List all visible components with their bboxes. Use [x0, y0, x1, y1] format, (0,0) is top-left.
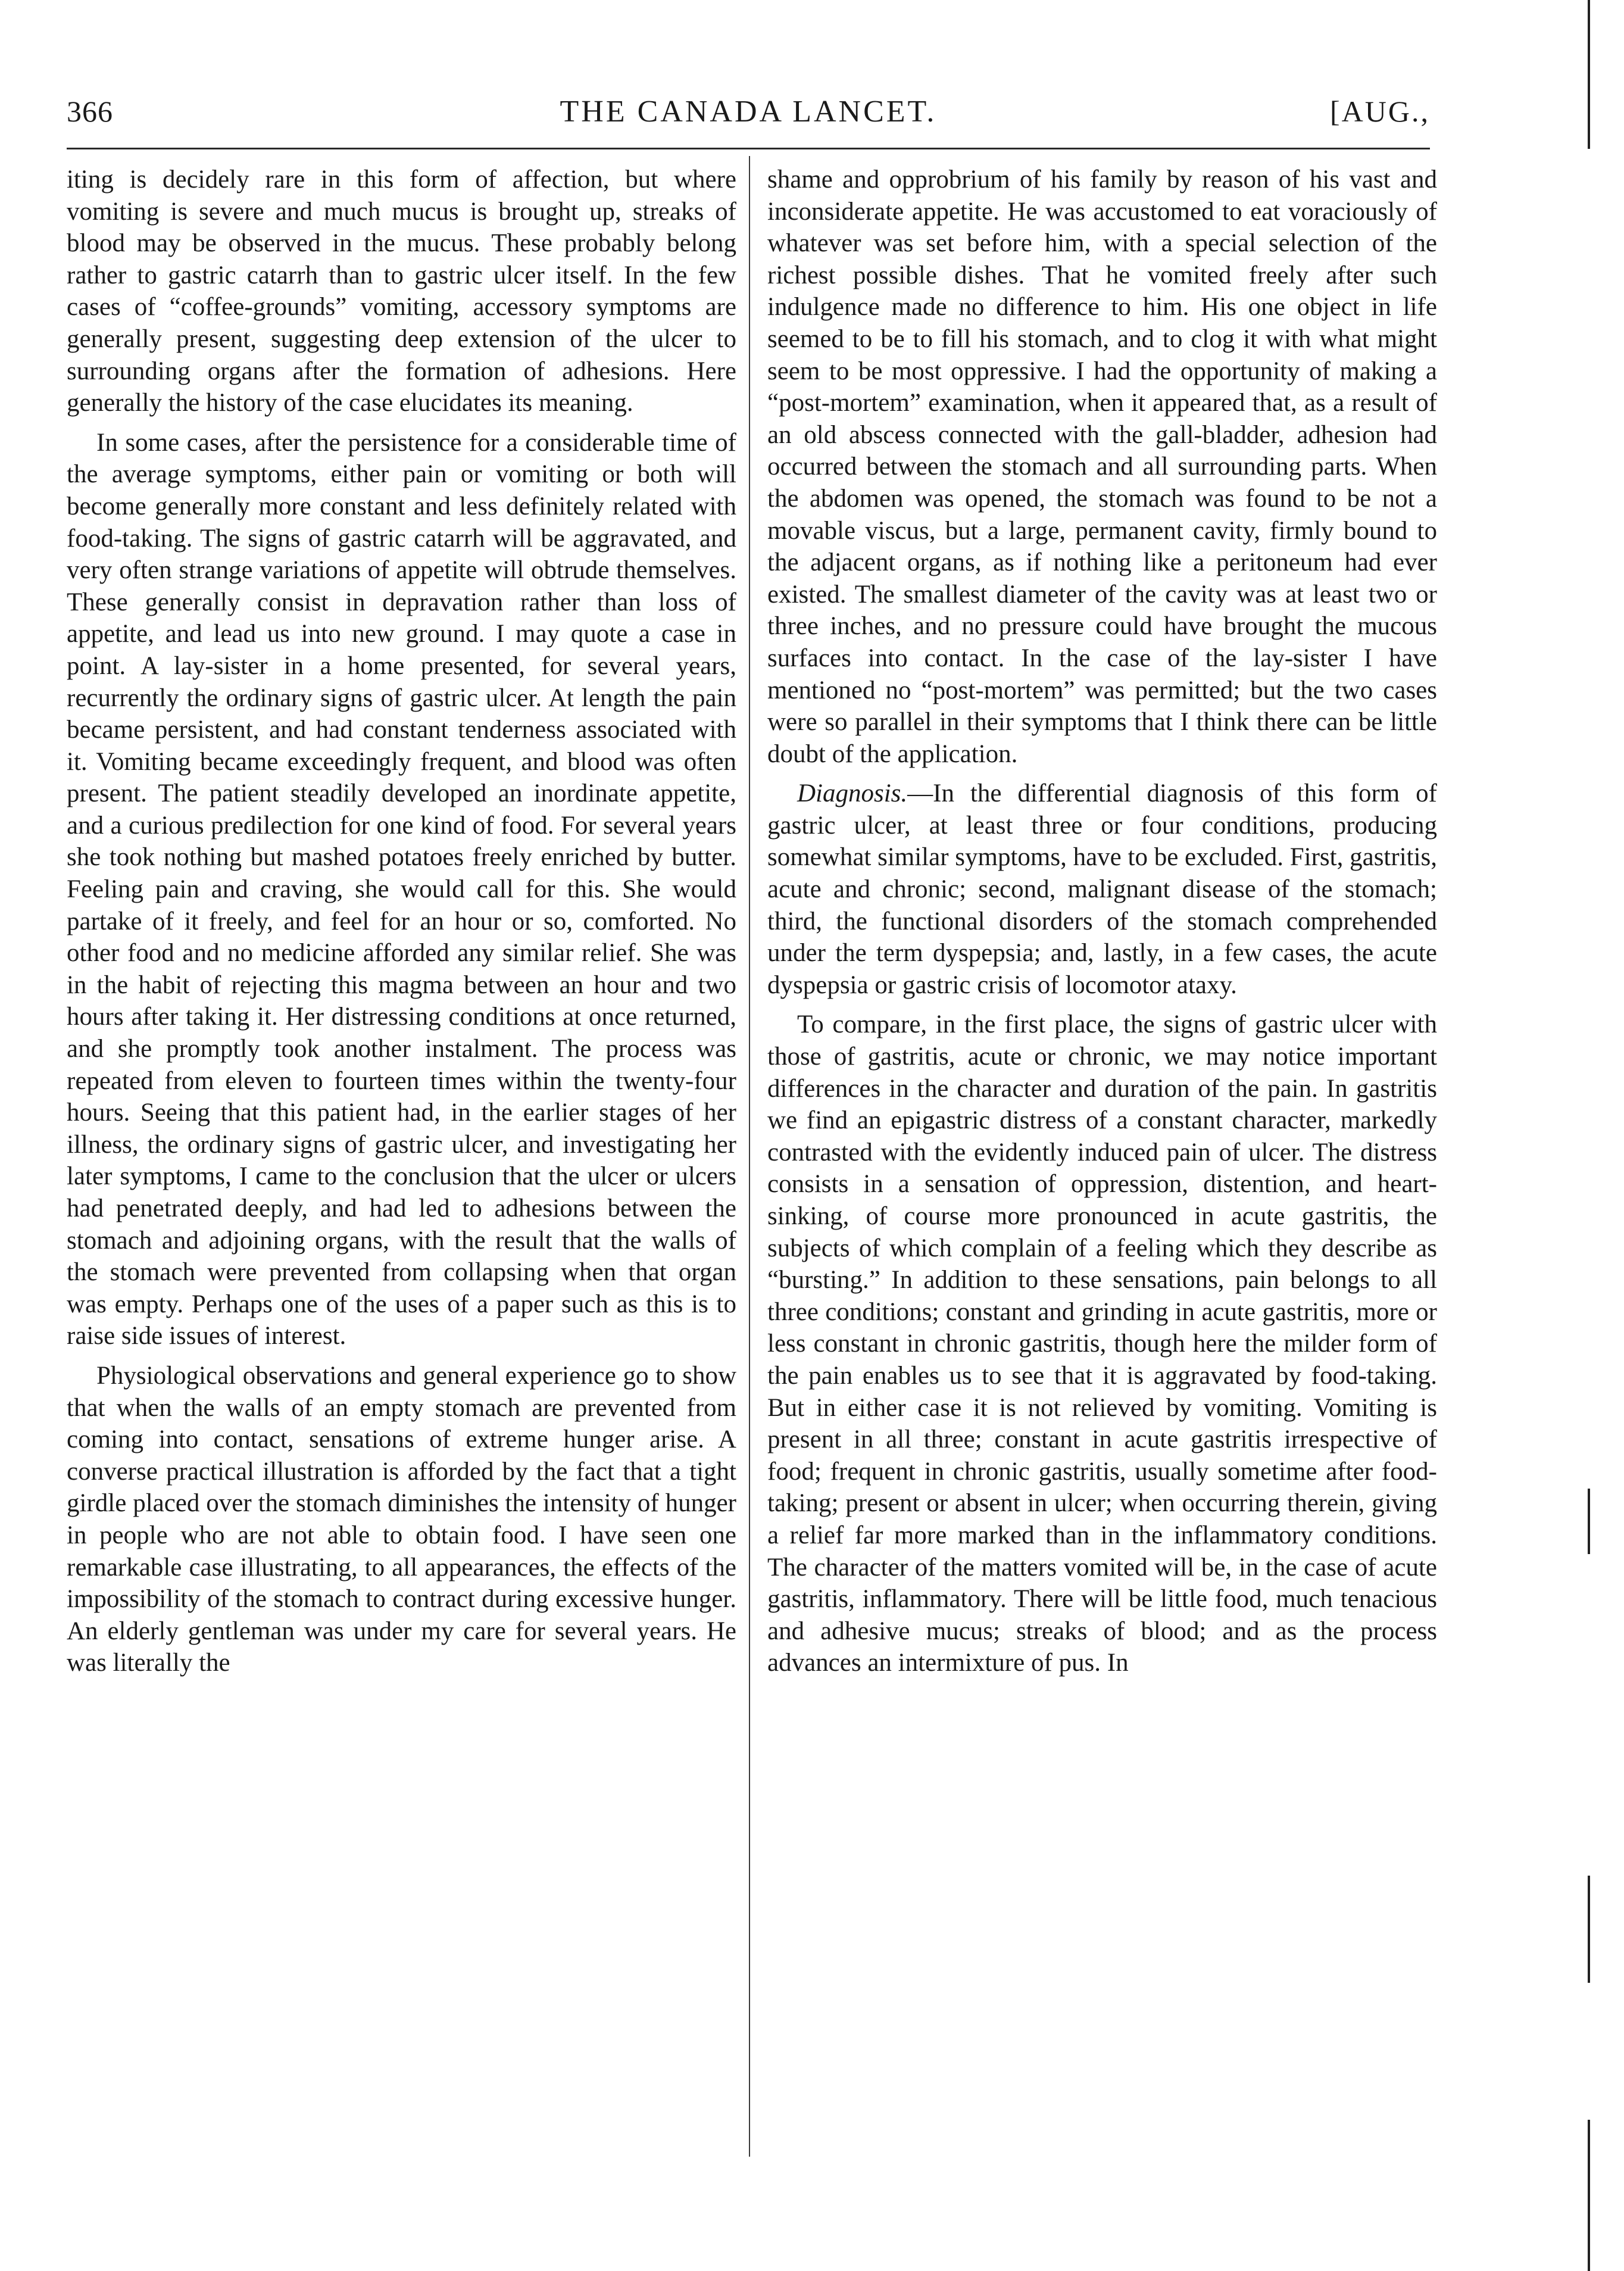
- left-paragraph-3: Physiological observations and general experience go to show that when the walls of an empty stomach are prevented from coming into contact, sensations of extreme hunger arise. A converse practical illustration is afforded by the fact that a tight girdle placed over the stomach diminishes the intensity of hunger in people who are not able to obtain food. I have seen one remarkable case illustrating, to all appearances, the effects of the impossibility of the stomach to contract during excessive hunger. An elderly gentleman was under my care for several years. He was literally the: [67, 1361, 736, 1677]
- scan-edge-line: [1588, 0, 1590, 149]
- left-paragraph-1: iting is decidely rare in this form of affection, but where vomiting is severe and much mucus is brought up, streaks of blood may be observed in the mucus. These probably belong rather to gastric catarrh than to gastric ulcer itself. In the few cases of “coffee-grounds” vomiting, accessory symptoms are generally present, suggesting deep extension of the ulcer to surrounding organs after the formation of adhesions. Here generally the history of the case elucidates its meaning.: [67, 166, 736, 417]
- right-column: [767, 164, 1437, 2155]
- right-paragraph-3: To compare, in the first place, the signs of gastric ulcer with those of gastritis, acute or chronic, we may notice important differences in the character and duration of the pain. In gastritis we find an epigastric distress of a constant character, markedly contrasted with the evidently induced pain of ulcer. The distress consists in a sensation of oppression, distention, and heart-sinking, of course more pronounced in acute gastritis, the subjects of which complain of a feeling which they describe as “bursting.” In addition to these sensations, pain belongs to all three conditions; constant and grinding in acute gastritis, more or less constant in chronic gastritis, though here the milder form of the pain enables us to see that it is aggravated by food-taking. But in either case it is not relieved by vomiting. Vomiting is present in all three; constant in acute gastritis irrespective of food; frequent in chronic gastritis, usually sometime after food-taking; present or absent in ulcer; when occurring therein, giving a relief far more marked than in the inflammatory conditions. The character of the matters vomited will be, in the case of acute gastritis, inflammatory. There will be little food, much tenacious and adhesive mucus; streaks of blood; and as the process advances an intermixture of pus. In: [767, 1010, 1437, 1677]
- right-paragraph-1: shame and opprobrium of his family by reason of his vast and inconsiderate appetite. He was accustomed to eat voraciously of whatever was set before him, with a special selection of the richest possible dishes. That he vomited freely after such indulgence made no difference to him. His one object in life seemed to be to fill his stomach, and to clog it with what might seem to be most oppressive. I had the opportunity of making a “post-mortem” examination, when it appeared that, as a result of an old abscess connected with the gall-bladder, adhesion had occurred between the stomach and all surrounding parts. When the abdomen was opened, the stomach was found to be not a movable viscus, but a large, permanent cavity, firmly bound to the adjacent organs, as if nothing like a peritoneum had ever existed. The smallest diameter of the cavity was at least two or three inches, and no pressure could have brought the mucous surfaces into contact. In the case of the lay-sister I have mentioned no “post-mortem” was permitted; but the two cases were so parallel in their symptoms that I think there can be little doubt of the application.: [767, 166, 1437, 768]
- scan-edge-line: [1588, 1489, 1590, 1554]
- scan-edge-line: [1588, 1876, 1590, 1983]
- header-rule: [67, 148, 1430, 149]
- page-number: 366: [67, 95, 113, 128]
- diagnosis-heading: Diagnosis.: [797, 779, 908, 808]
- right-paragraph-diagnosis: [767, 778, 1437, 1001]
- left-column: [67, 164, 736, 2155]
- journal-title: THE CANADA LANCET.: [560, 95, 937, 129]
- scan-edge-line: [1588, 2120, 1590, 2271]
- issue-month: [AUG.,: [1330, 95, 1430, 128]
- column-divider: [749, 156, 750, 2157]
- left-paragraph-2: In some cases, after the persistence for a considerable time of the average symptoms, either pain or vomiting or both will become generally more constant and less definitely related with food-taking. The signs of gastric catarrh will be aggravated, and very often strange variations of appetite will obtrude themselves. These generally consist in depravation rather than loss of appetite, and lead us into new ground. I may quote a case in point. A lay-sister in a home presented, for several years, recurrently the ordinary signs of gastric ulcer. At length the pain became persistent, and had constant tenderness associated with it. Vomiting became exceedingly frequent, and blood was often present. The patient steadily developed an inordinate appetite, and a curious predilection for one kind of food. For several years she took nothing but mashed potatoes freely enriched by butter. Feeling pain and craving, she would call for this. She would partake of it freely, and feel for an hour or so, comforted. No other food and no medicine afforded any similar relief. She was in the habit of rejecting this magma between an hour and two hours after taking it. Her distressing conditions at once returned, and she promptly took another instalment. The process was repeated from eleven to fourteen times within the twenty-four hours. Seeing that this patient had, in the earlier stages of her illness, the ordinary signs of gastric ulcer, and investigating her later symptoms, I came to the conclusion that the ulcer or ulcers had penetrated deeply, and had led to adhesions between the stomach and adjoining organs, with the result that the walls of the stomach were prevented from collapsing when that organ was empty. Perhaps one of the uses of a paper such as this is to raise side issues of interest.: [67, 428, 736, 1350]
- diagnosis-body: —In the differential diagnosis of this form of gastric ulcer, at least three or four conditions, producing somewhat similar symptoms, have to be excluded. First, gastritis, acute and chronic; second, malignant disease of the stomach; third, the functional disorders of the stomach comprehended under the term dyspepsia; and, lastly, in a few cases, the acute dyspepsia or gastric crisis of locomotor ataxy.: [767, 779, 1438, 999]
- running-header: [67, 94, 1430, 142]
